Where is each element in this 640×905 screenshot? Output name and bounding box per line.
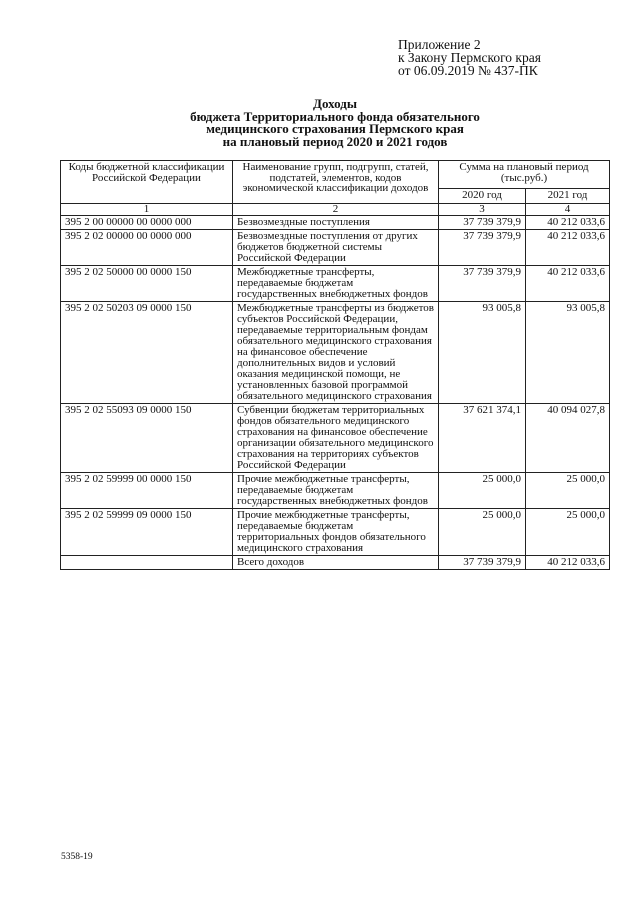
- row-code: 395 2 02 50203 09 0000 150: [61, 301, 233, 403]
- total-label: Всего доходов: [233, 555, 439, 569]
- row-value-2020: 25 000,0: [439, 472, 526, 508]
- table-row: [61, 265, 610, 301]
- row-value-2021: 40 212 033,6: [526, 265, 610, 301]
- budget-table: [60, 160, 610, 570]
- header-codes: Коды бюджетной классификации Российской Федерации: [61, 161, 233, 204]
- title-line-1: Доходы: [313, 96, 357, 111]
- row-code: 395 2 02 55093 09 0000 150: [61, 403, 233, 472]
- appendix-law-date: от 06.09.2019 № 437-ПК: [398, 63, 538, 78]
- title-line-3: медицинского страхования Пермского края: [206, 121, 464, 136]
- table-row: [61, 215, 610, 229]
- row-value-2021: 40 094 027,8: [526, 403, 610, 472]
- row-value-2021: 40 212 033,6: [526, 229, 610, 265]
- appendix-law-ref: к Закону Пермского края: [398, 50, 541, 65]
- title-line-4: на плановый период 2020 и 2021 годов: [222, 133, 448, 149]
- header-name: Наименование групп, подгрупп, статей, подстатей, элементов, кодов экономической классификации доходов: [233, 161, 439, 204]
- row-code: 395 2 02 59999 00 0000 150: [61, 472, 233, 508]
- table-row: [61, 301, 610, 403]
- column-index: 4: [526, 204, 610, 216]
- document-code: 5358-19: [61, 852, 93, 862]
- row-code: 395 2 02 50000 00 0000 150: [61, 265, 233, 301]
- table-row: [61, 229, 610, 265]
- row-name: Прочие межбюджетные трансферты, передаваемые бюджетам государственных внебюджетных фондов: [233, 472, 439, 508]
- row-value-2020: 25 000,0: [439, 508, 526, 555]
- row-value-2021: 25 000,0: [526, 508, 610, 555]
- row-value-2021: 40 212 033,6: [526, 215, 610, 229]
- row-name: Субвенции бюджетам территориальных фондов обязательного медицинского страхования на финансовое обеспечение организации обязательного медицинского страхования на территориях субъектов Российской Федерации: [233, 403, 439, 472]
- title-line-2: бюджета Территориального фонда обязательного: [190, 108, 480, 124]
- row-code: 395 2 02 00000 00 0000 000: [61, 229, 233, 265]
- row-name: Безвозмездные поступления: [233, 215, 439, 229]
- row-value-2020: 93 005,8: [439, 301, 526, 403]
- total-code: [61, 555, 233, 569]
- total-row: [61, 555, 610, 569]
- column-index: 2: [233, 204, 439, 216]
- column-index: 3: [439, 204, 526, 216]
- appendix-header: [398, 38, 541, 77]
- row-name: Безвозмездные поступления от других бюджетов бюджетной системы Российской Федерации: [233, 229, 439, 265]
- total-value-2021: 40 212 033,6: [526, 555, 610, 569]
- row-value-2020: 37 621 374,1: [439, 403, 526, 472]
- table-row: [61, 472, 610, 508]
- row-value-2020: 37 739 379,9: [439, 215, 526, 229]
- appendix-number: Приложение 2: [398, 37, 481, 52]
- header-year-2021: 2021 год: [526, 188, 610, 203]
- table-row: [61, 508, 610, 555]
- row-value-2020: 37 739 379,9: [439, 229, 526, 265]
- row-value-2020: 37 739 379,9: [439, 265, 526, 301]
- row-code: 395 2 02 59999 09 0000 150: [61, 508, 233, 555]
- document-title: [60, 98, 610, 148]
- row-name: Межбюджетные трансферты из бюджетов субъектов Российской Федерации, передаваемые территориальным фондам обязательного медицинского страхования на финансовое обеспечение дополнительных видов и условий оказания медицинской помощи, не установленных базовой программой обязательного медицинского страхования: [233, 301, 439, 403]
- row-name: Межбюджетные трансферты, передаваемые бюджетам государственных внебюджетных фондов: [233, 265, 439, 301]
- header-year-2020: 2020 год: [439, 188, 526, 203]
- row-value-2021: 93 005,8: [526, 301, 610, 403]
- total-value-2020: 37 739 379,9: [439, 555, 526, 569]
- row-code: 395 2 00 00000 00 0000 000: [61, 215, 233, 229]
- column-index: 1: [61, 204, 233, 216]
- header-sum: Сумма на плановый период (тыс.руб.): [439, 161, 610, 189]
- row-value-2021: 25 000,0: [526, 472, 610, 508]
- table-row: [61, 403, 610, 472]
- row-name: Прочие межбюджетные трансферты, передаваемые бюджетам территориальных фондов обязательного медицинского страхования: [233, 508, 439, 555]
